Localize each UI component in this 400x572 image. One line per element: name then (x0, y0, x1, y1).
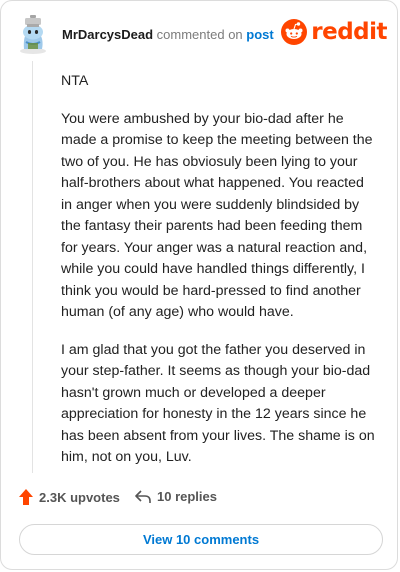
upvote-arrow-icon (19, 489, 33, 505)
post-link[interactable]: post (246, 27, 274, 42)
comment-header (15, 15, 387, 55)
view-comments-button[interactable]: View 10 comments (19, 524, 383, 555)
comment-paragraph: You were ambushed by your bio-dad after he made a promise to keep the meeting between the two of you. He has obviosuly been lying to your half-brothers about what happened. You reacted in anger when you were suddenly blindsided by the fantasy their parents had been feeding them for years. Your anger was a natural reaction and, while you could have handled things differently, I think you would be hard-pressed to find another human (of any age) who would have. (61, 110, 373, 320)
author-line (62, 27, 274, 42)
replies-button[interactable] (135, 489, 217, 504)
upvote-button[interactable] (19, 489, 120, 505)
upvote-count: 2.3K upvotes (39, 489, 120, 505)
reddit-snoo-icon (281, 19, 307, 45)
reply-arrow-icon (135, 490, 151, 504)
reddit-logo[interactable] (281, 19, 387, 45)
comment-paragraph: NTA (61, 73, 89, 89)
snoo-avatar-icon (15, 15, 51, 55)
author-name[interactable]: MrDarcysDead (62, 27, 154, 42)
commented-on-text: commented on (156, 27, 243, 42)
reply-count: 10 replies (157, 489, 217, 504)
reddit-wordmark: reddit (311, 19, 387, 45)
comment-paragraph: I am glad that you got the father you deserved in your step-father. It seems as though your bio-dad hasn't grown much or developed a deeper appreciation for honesty in the 12 years since he has been absent from your lives. The shame is on him, not on you, Luv. (61, 341, 375, 465)
thread-line (32, 61, 33, 473)
comment-actions (19, 489, 379, 511)
comment-body (61, 71, 377, 485)
user-avatar[interactable] (15, 15, 51, 55)
